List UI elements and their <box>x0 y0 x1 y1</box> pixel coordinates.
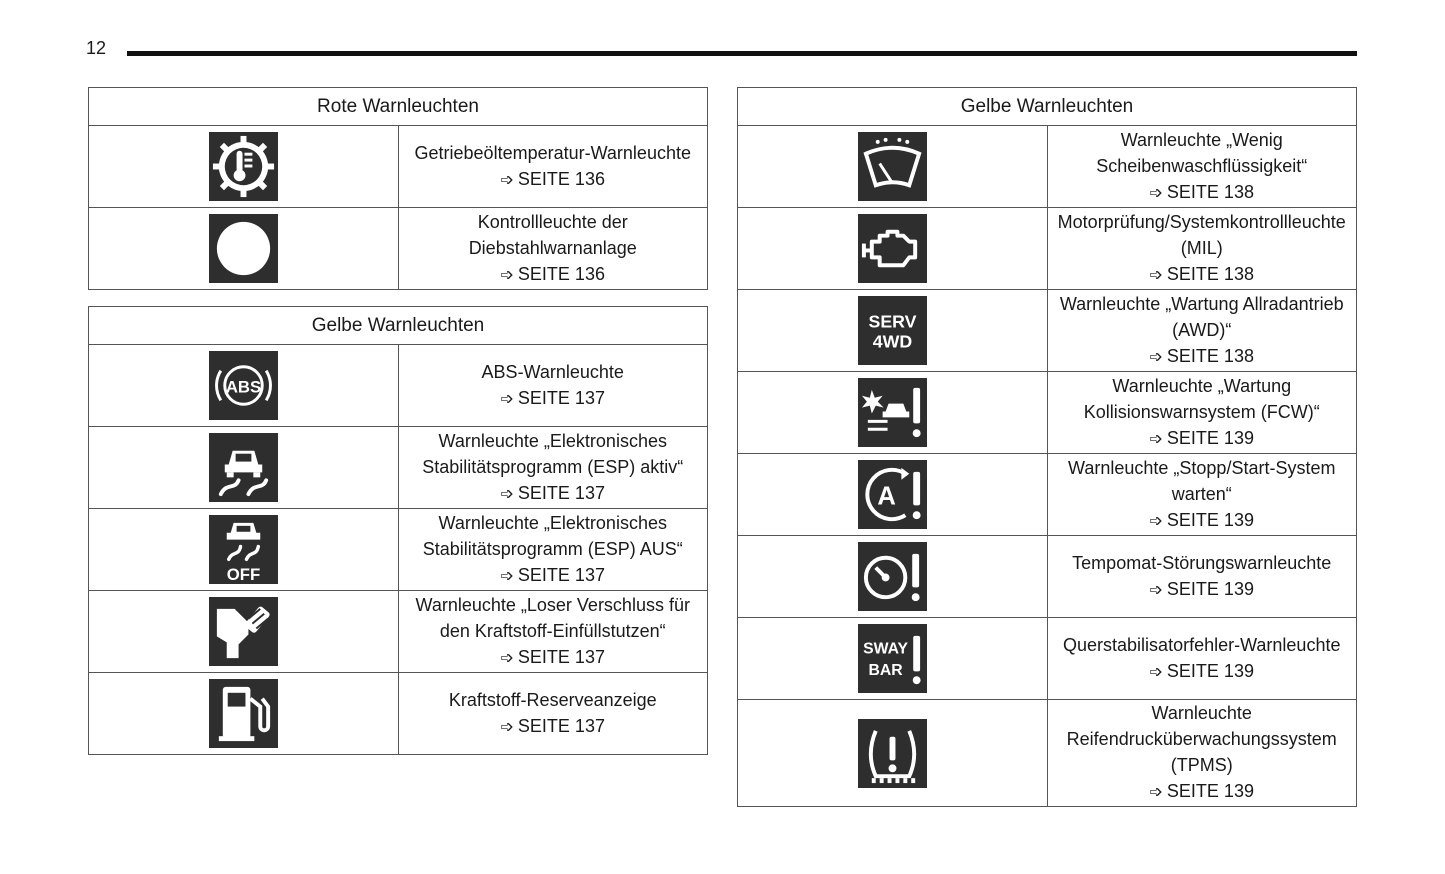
page-ref[interactable]: SEITE 138 <box>1166 345 1254 366</box>
warning-label: Tempomat-Störungswarnleuchte <box>1072 552 1332 573</box>
page-ref[interactable]: SEITE 137 <box>517 646 605 667</box>
table-title: Gelbe Warnleuchten <box>89 307 708 345</box>
page-ref[interactable]: SEITE 139 <box>1166 781 1254 801</box>
warning-label: Motorprüfung/Systemkontrollleuchte (MIL) <box>1057 211 1346 258</box>
header-rule <box>127 51 1357 56</box>
warning-label: Warnleuchte „Wenig Scheibenwaschflüssigkeit“ <box>1096 129 1308 176</box>
page-ref[interactable]: SEITE 137 <box>517 715 605 736</box>
yellow-warning-table-right <box>737 87 1357 807</box>
warning-label: Kontrollleuchte der Diebstahlwarnanlage <box>468 211 637 258</box>
page-ref-arrow-icon: ➩ <box>1149 663 1163 681</box>
yellow-warning-table-left <box>88 306 708 755</box>
svg-text:SWAY: SWAY <box>862 640 908 658</box>
svg-text:A: A <box>877 482 896 511</box>
warning-label: Warnleuchte „Elektronisches Stabilitätsprogramm (ESP) AUS“ <box>422 512 683 559</box>
sway-bar-icon <box>858 624 927 693</box>
serv-4wd-icon <box>858 296 927 365</box>
table-title: Gelbe Warnleuchten <box>738 88 1357 126</box>
table-row <box>738 700 1357 807</box>
table-row <box>89 591 708 673</box>
svg-text:BAR: BAR <box>868 662 903 680</box>
warning-label: Warnleuchte „Elektronisches Stabilitätsprogramm (ESP) aktiv“ <box>422 430 684 477</box>
svg-text:SERV: SERV <box>868 311 917 332</box>
page-ref-arrow-icon: ➩ <box>500 266 514 284</box>
loose-fuel-cap-icon <box>209 597 278 666</box>
page-ref[interactable]: SEITE 139 <box>1166 509 1254 530</box>
page-ref[interactable]: SEITE 139 <box>1166 427 1254 448</box>
transmission-temperature-icon <box>209 132 278 201</box>
warning-label: Warnleuchte Reifendrucküberwachungssystem (TPMS) <box>1066 703 1337 775</box>
svg-text:OFF: OFF <box>226 565 260 584</box>
table-row <box>89 509 708 591</box>
page-ref[interactable]: SEITE 138 <box>1166 181 1254 202</box>
cruise-control-fault-icon <box>858 542 927 611</box>
page-ref-arrow-icon: ➩ <box>500 649 514 667</box>
esp-off-icon <box>209 515 278 584</box>
abs-icon <box>209 351 278 420</box>
warning-label: Warnleuchte „Loser Verschluss für den Kraftstoff-Einfüllstutzen“ <box>415 594 690 641</box>
warning-label: Querstabilisatorfehler-Warnleuchte <box>1063 634 1341 655</box>
check-engine-icon <box>858 214 927 283</box>
page-ref[interactable]: SEITE 136 <box>517 263 605 284</box>
page-ref-arrow-icon: ➩ <box>500 171 514 189</box>
table-row <box>738 290 1357 372</box>
page-ref-arrow-icon: ➩ <box>1149 266 1163 284</box>
warning-label: Warnleuchte „Wartung Kollisionswarnsystem (FCW)“ <box>1083 375 1320 422</box>
page-ref-arrow-icon: ➩ <box>1149 581 1163 599</box>
warning-label: ABS-Warnleuchte <box>481 361 624 382</box>
page-ref[interactable]: SEITE 136 <box>517 168 605 189</box>
page-ref-arrow-icon: ➩ <box>1149 784 1163 801</box>
fuel-pump-icon <box>209 679 278 748</box>
tpms-icon <box>858 719 927 788</box>
table-row <box>738 536 1357 618</box>
table-row <box>89 427 708 509</box>
page-ref[interactable]: SEITE 139 <box>1166 660 1254 681</box>
page-ref[interactable]: SEITE 139 <box>1166 578 1254 599</box>
table-row <box>738 618 1357 700</box>
page-ref-arrow-icon: ➩ <box>500 718 514 736</box>
page-ref-arrow-icon: ➩ <box>500 567 514 585</box>
page-ref[interactable]: SEITE 137 <box>517 482 605 503</box>
warning-label: Warnleuchte „Wartung Allradantrieb (AWD)“ <box>1059 293 1344 340</box>
fcw-service-icon <box>858 378 927 447</box>
stop-start-icon <box>858 460 927 529</box>
warning-label: Kraftstoff-Reserveanzeige <box>448 689 657 710</box>
page-ref-arrow-icon: ➩ <box>500 390 514 408</box>
table-row <box>89 673 708 755</box>
page-number: 12 <box>86 38 107 58</box>
table-row <box>738 372 1357 454</box>
page-ref-arrow-icon: ➩ <box>1149 430 1163 448</box>
washer-fluid-icon <box>858 132 927 201</box>
table-row <box>738 454 1357 536</box>
page-ref-arrow-icon: ➩ <box>500 485 514 503</box>
page-ref[interactable]: SEITE 137 <box>517 387 605 408</box>
theft-alarm-icon <box>209 214 278 283</box>
table-row <box>738 208 1357 290</box>
table-row <box>89 126 708 208</box>
page-ref-arrow-icon: ➩ <box>1149 512 1163 530</box>
table-title: Rote Warnleuchten <box>89 88 708 126</box>
table-row <box>89 345 708 427</box>
table-row <box>738 126 1357 208</box>
esp-active-icon <box>209 433 278 502</box>
page-ref[interactable]: SEITE 138 <box>1166 263 1254 284</box>
warning-label: Getriebeöltemperatur-Warnleuchte <box>414 142 691 163</box>
svg-text:4WD: 4WD <box>872 331 912 352</box>
table-row <box>89 208 708 290</box>
red-warning-table <box>88 87 708 290</box>
svg-text:ABS: ABS <box>225 377 261 397</box>
page-ref-arrow-icon: ➩ <box>1149 348 1163 366</box>
page-ref[interactable]: SEITE 137 <box>517 564 605 585</box>
warning-label: Warnleuchte „Stopp/Start-System warten“ <box>1068 457 1336 504</box>
page-ref-arrow-icon: ➩ <box>1149 184 1163 202</box>
